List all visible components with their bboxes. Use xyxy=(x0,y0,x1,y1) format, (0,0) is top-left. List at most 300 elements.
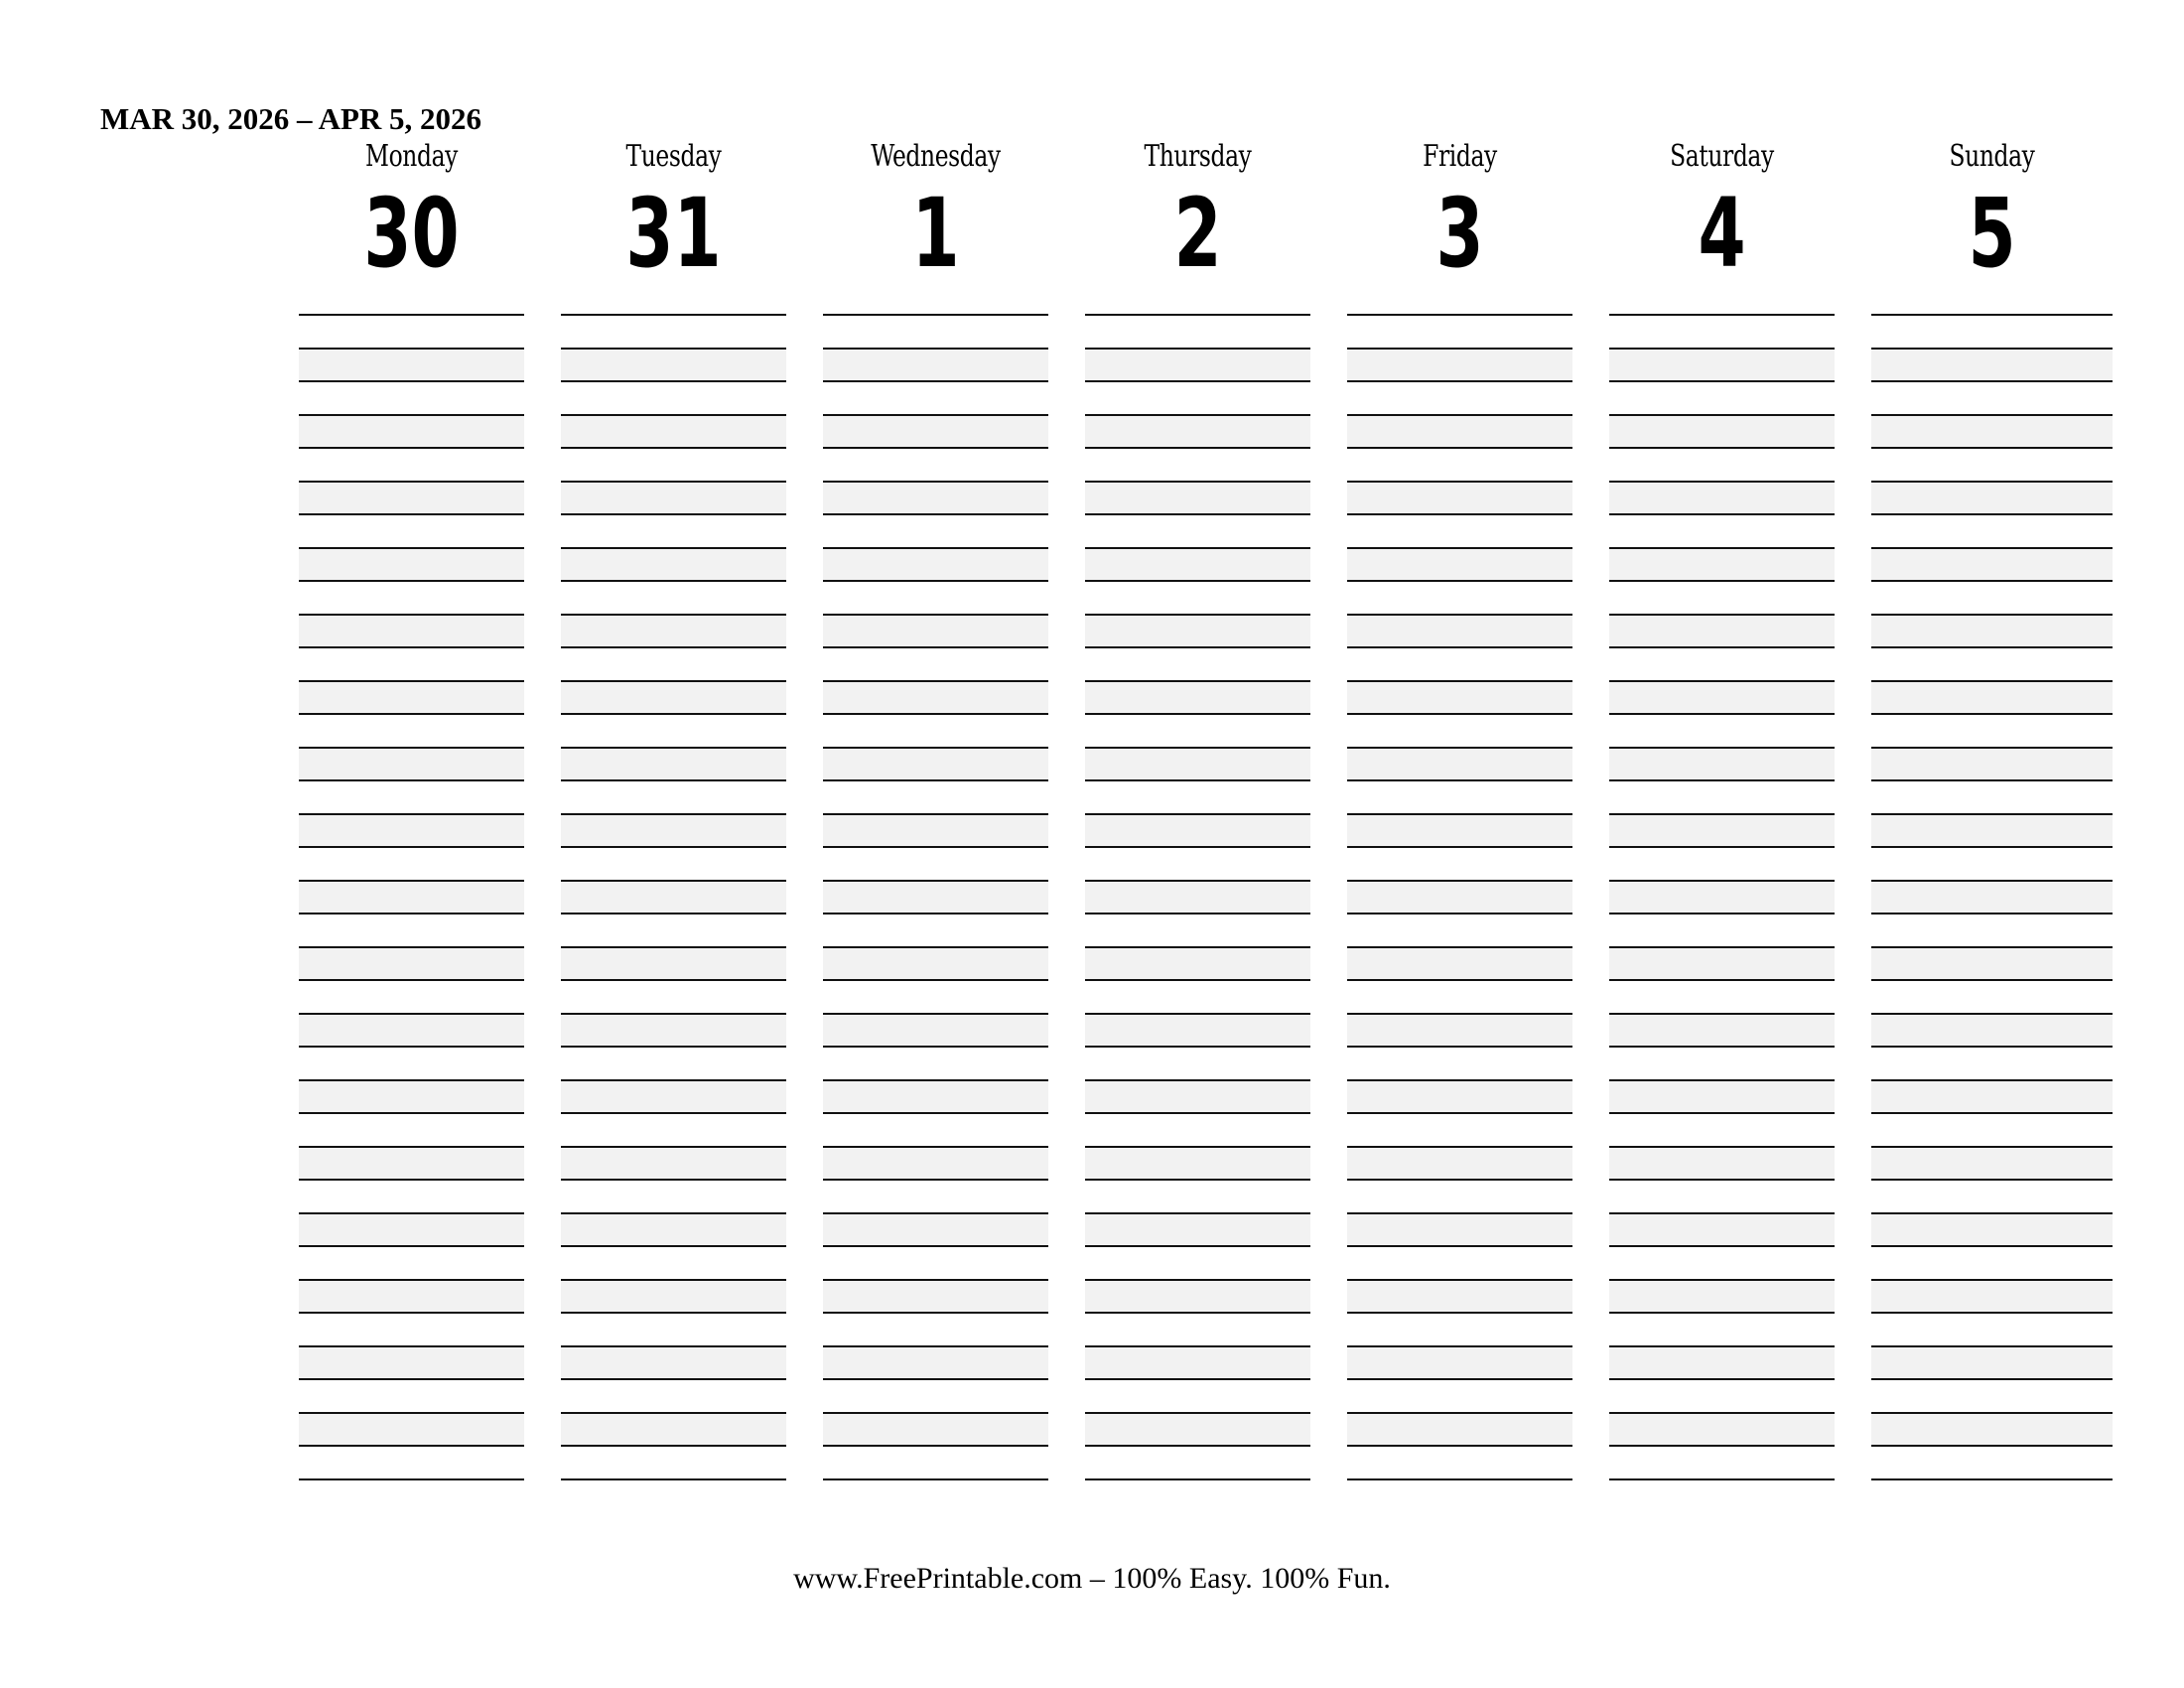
writing-line xyxy=(299,1312,524,1314)
writing-line xyxy=(561,513,786,515)
line-stripe xyxy=(299,881,524,914)
writing-line xyxy=(1347,1046,1572,1048)
writing-line xyxy=(1085,348,1310,350)
writing-line xyxy=(1871,979,2113,981)
writing-line xyxy=(823,747,1048,749)
day-name: Wednesday xyxy=(871,139,1001,174)
writing-line xyxy=(1609,1079,1835,1081)
writing-line xyxy=(1871,946,2113,948)
line-stripe xyxy=(1609,1346,1835,1380)
writing-lines[interactable] xyxy=(1609,315,1835,1479)
writing-line xyxy=(1609,1378,1835,1380)
writing-line xyxy=(1609,946,1835,948)
writing-line xyxy=(1347,913,1572,914)
writing-line xyxy=(823,1079,1048,1081)
line-stripe xyxy=(1347,1346,1572,1380)
line-stripe xyxy=(1609,681,1835,715)
writing-line xyxy=(561,1245,786,1247)
writing-line xyxy=(1347,1179,1572,1181)
line-stripe xyxy=(1871,1213,2113,1247)
writing-line xyxy=(823,1345,1048,1347)
writing-line xyxy=(1085,1112,1310,1114)
writing-line xyxy=(299,946,524,948)
writing-line xyxy=(1609,414,1835,416)
line-stripe xyxy=(561,1213,786,1247)
writing-line xyxy=(1347,1279,1572,1281)
writing-line xyxy=(1085,813,1310,815)
line-stripe xyxy=(299,482,524,515)
line-stripe xyxy=(1609,748,1835,781)
line-stripe xyxy=(561,548,786,582)
writing-line xyxy=(561,1146,786,1148)
line-stripe xyxy=(1871,1280,2113,1314)
line-stripe xyxy=(1871,1080,2113,1114)
writing-line xyxy=(823,1412,1048,1414)
day-name: Sunday xyxy=(1949,139,2035,174)
writing-line xyxy=(561,314,786,316)
writing-line xyxy=(299,380,524,382)
line-stripe xyxy=(1085,548,1310,582)
line-stripe xyxy=(1347,548,1572,582)
writing-line xyxy=(1085,646,1310,648)
line-stripe xyxy=(823,1080,1048,1114)
line-stripe xyxy=(1347,947,1572,981)
writing-line xyxy=(1609,913,1835,914)
line-stripe xyxy=(299,349,524,382)
writing-line xyxy=(1871,813,2113,815)
writing-line xyxy=(561,1179,786,1181)
writing-line xyxy=(561,1079,786,1081)
writing-line xyxy=(823,481,1048,483)
writing-line xyxy=(1347,1245,1572,1247)
writing-line xyxy=(1347,1112,1572,1114)
writing-line xyxy=(299,713,524,715)
writing-line xyxy=(1871,447,2113,449)
line-stripe xyxy=(1347,415,1572,449)
writing-lines[interactable] xyxy=(1085,315,1310,1479)
writing-line xyxy=(1609,314,1835,316)
writing-line xyxy=(1871,747,2113,749)
writing-line xyxy=(1085,1179,1310,1181)
line-stripe xyxy=(823,482,1048,515)
line-stripe xyxy=(1347,1080,1572,1114)
writing-line xyxy=(561,614,786,616)
writing-line xyxy=(561,1112,786,1114)
writing-line xyxy=(823,1212,1048,1214)
writing-line xyxy=(1871,481,2113,483)
writing-line xyxy=(299,1245,524,1247)
line-stripe xyxy=(1871,415,2113,449)
writing-line xyxy=(1871,1146,2113,1148)
writing-line xyxy=(1347,348,1572,350)
writing-line xyxy=(299,1212,524,1214)
writing-line xyxy=(1609,1212,1835,1214)
writing-line xyxy=(299,747,524,749)
writing-lines[interactable] xyxy=(299,315,524,1479)
writing-line xyxy=(1085,1013,1310,1015)
writing-line xyxy=(1871,880,2113,882)
writing-line xyxy=(1871,1412,2113,1414)
writing-line xyxy=(1347,414,1572,416)
writing-line xyxy=(1347,779,1572,781)
line-stripe xyxy=(1609,1014,1835,1048)
writing-line xyxy=(1871,414,2113,416)
line-stripe xyxy=(1347,349,1572,382)
writing-line xyxy=(823,1046,1048,1048)
writing-line xyxy=(1347,646,1572,648)
writing-line xyxy=(1347,813,1572,815)
writing-line xyxy=(823,447,1048,449)
writing-line xyxy=(1347,1345,1572,1347)
line-stripe xyxy=(561,947,786,981)
writing-line xyxy=(1871,1013,2113,1015)
writing-line xyxy=(1609,779,1835,781)
writing-line xyxy=(561,1013,786,1015)
line-stripe xyxy=(1085,1280,1310,1314)
writing-line xyxy=(1871,646,2113,648)
day-number: 31 xyxy=(625,178,722,289)
line-stripe xyxy=(1085,947,1310,981)
writing-line xyxy=(299,1112,524,1114)
writing-line xyxy=(1609,1179,1835,1181)
footer-tagline: www.FreePrintable.com – 100% Easy. 100% Fun. xyxy=(793,1562,1391,1595)
day-name: Friday xyxy=(1423,139,1497,174)
line-stripe xyxy=(299,1014,524,1048)
writing-line xyxy=(299,414,524,416)
writing-line xyxy=(561,779,786,781)
writing-line xyxy=(561,913,786,914)
writing-line xyxy=(1609,614,1835,616)
line-stripe xyxy=(823,349,1048,382)
writing-line xyxy=(299,1279,524,1281)
line-stripe xyxy=(823,1346,1048,1380)
writing-line xyxy=(1871,913,2113,914)
writing-line xyxy=(561,1345,786,1347)
writing-line xyxy=(823,348,1048,350)
writing-line xyxy=(1609,1412,1835,1414)
writing-line xyxy=(1609,880,1835,882)
line-stripe xyxy=(1347,1213,1572,1247)
writing-line xyxy=(561,1212,786,1214)
writing-line xyxy=(299,614,524,616)
writing-line xyxy=(1347,314,1572,316)
writing-line xyxy=(823,646,1048,648)
line-stripe xyxy=(1085,482,1310,515)
writing-line xyxy=(1347,1478,1572,1480)
writing-line xyxy=(1609,1046,1835,1048)
writing-line xyxy=(1085,1345,1310,1347)
writing-line xyxy=(561,380,786,382)
day-column-monday xyxy=(299,0,524,1509)
writing-line xyxy=(823,314,1048,316)
writing-line xyxy=(561,1478,786,1480)
writing-line xyxy=(823,380,1048,382)
writing-line xyxy=(299,348,524,350)
writing-line xyxy=(823,813,1048,815)
writing-line xyxy=(823,1279,1048,1281)
writing-line xyxy=(1347,1445,1572,1447)
line-stripe xyxy=(1871,881,2113,914)
writing-line xyxy=(1871,580,2113,582)
writing-line xyxy=(1085,880,1310,882)
writing-line xyxy=(561,979,786,981)
line-stripe xyxy=(1085,349,1310,382)
writing-line xyxy=(1085,1279,1310,1281)
line-stripe xyxy=(299,1080,524,1114)
writing-line xyxy=(299,1046,524,1048)
line-stripe xyxy=(1871,947,2113,981)
writing-line xyxy=(823,1378,1048,1380)
writing-line xyxy=(1871,348,2113,350)
writing-line xyxy=(1085,614,1310,616)
writing-line xyxy=(1871,1112,2113,1114)
writing-line xyxy=(823,1179,1048,1181)
day-column-friday xyxy=(1347,0,1572,1509)
writing-lines[interactable] xyxy=(1347,315,1572,1479)
writing-line xyxy=(823,680,1048,682)
line-stripe xyxy=(299,1280,524,1314)
writing-line xyxy=(299,1146,524,1148)
day-name: Saturday xyxy=(1670,139,1774,174)
line-stripe xyxy=(823,548,1048,582)
line-stripe xyxy=(823,615,1048,648)
writing-line xyxy=(823,547,1048,549)
line-stripe xyxy=(823,681,1048,715)
day-number: 30 xyxy=(363,178,460,289)
line-stripe xyxy=(1871,814,2113,848)
writing-line xyxy=(299,513,524,515)
line-stripe xyxy=(1085,415,1310,449)
writing-line xyxy=(1871,380,2113,382)
line-stripe xyxy=(1871,615,2113,648)
writing-line xyxy=(299,1179,524,1181)
writing-lines[interactable] xyxy=(823,315,1048,1479)
writing-line xyxy=(299,846,524,848)
line-stripe xyxy=(1085,1346,1310,1380)
line-stripe xyxy=(1609,615,1835,648)
writing-line xyxy=(1871,614,2113,616)
writing-line xyxy=(561,1046,786,1048)
line-stripe xyxy=(1085,1080,1310,1114)
writing-line xyxy=(823,414,1048,416)
line-stripe xyxy=(1609,947,1835,981)
writing-line xyxy=(823,1112,1048,1114)
writing-line xyxy=(299,1013,524,1015)
writing-line xyxy=(561,646,786,648)
writing-line xyxy=(1347,1312,1572,1314)
line-stripe xyxy=(823,1413,1048,1447)
writing-line xyxy=(561,481,786,483)
writing-line xyxy=(561,1445,786,1447)
writing-line xyxy=(1085,1079,1310,1081)
writing-line xyxy=(1085,314,1310,316)
writing-line xyxy=(1347,547,1572,549)
writing-line xyxy=(1871,846,2113,848)
writing-line xyxy=(823,1312,1048,1314)
line-stripe xyxy=(561,1280,786,1314)
writing-line xyxy=(1347,380,1572,382)
writing-line xyxy=(1609,813,1835,815)
line-stripe xyxy=(1609,881,1835,914)
writing-line xyxy=(1609,348,1835,350)
writing-line xyxy=(823,614,1048,616)
line-stripe xyxy=(1085,748,1310,781)
line-stripe xyxy=(1347,1413,1572,1447)
writing-line xyxy=(1085,380,1310,382)
line-stripe xyxy=(1609,1280,1835,1314)
writing-line xyxy=(1085,1245,1310,1247)
line-stripe xyxy=(299,615,524,648)
writing-line xyxy=(1085,946,1310,948)
line-stripe xyxy=(1609,349,1835,382)
day-column-wednesday xyxy=(823,0,1048,1509)
writing-line xyxy=(561,846,786,848)
writing-line xyxy=(561,880,786,882)
writing-line xyxy=(1347,447,1572,449)
writing-line xyxy=(1085,1212,1310,1214)
writing-line xyxy=(561,447,786,449)
writing-line xyxy=(1085,1445,1310,1447)
line-stripe xyxy=(1347,1147,1572,1181)
writing-line xyxy=(1609,580,1835,582)
line-stripe xyxy=(1085,1213,1310,1247)
writing-line xyxy=(1347,1412,1572,1414)
writing-line xyxy=(561,547,786,549)
writing-lines[interactable] xyxy=(561,315,786,1479)
writing-line xyxy=(299,646,524,648)
writing-line xyxy=(1609,1279,1835,1281)
line-stripe xyxy=(1609,415,1835,449)
line-stripe xyxy=(823,881,1048,914)
writing-line xyxy=(1347,979,1572,981)
line-stripe xyxy=(561,415,786,449)
writing-line xyxy=(1609,1013,1835,1015)
writing-line xyxy=(1871,1046,2113,1048)
writing-line xyxy=(299,813,524,815)
writing-line xyxy=(1347,880,1572,882)
writing-line xyxy=(299,547,524,549)
writing-line xyxy=(299,680,524,682)
writing-line xyxy=(1871,547,2113,549)
writing-line xyxy=(1085,747,1310,749)
line-stripe xyxy=(1609,1213,1835,1247)
writing-line xyxy=(1347,481,1572,483)
writing-line xyxy=(561,580,786,582)
writing-line xyxy=(561,813,786,815)
line-stripe xyxy=(1609,1147,1835,1181)
writing-line xyxy=(1609,979,1835,981)
line-stripe xyxy=(823,415,1048,449)
writing-line xyxy=(1347,846,1572,848)
writing-line xyxy=(299,779,524,781)
writing-line xyxy=(1609,1312,1835,1314)
writing-line xyxy=(1347,946,1572,948)
day-number: 1 xyxy=(911,178,960,289)
writing-line xyxy=(1085,779,1310,781)
writing-line xyxy=(1085,513,1310,515)
writing-line xyxy=(1085,447,1310,449)
line-stripe xyxy=(561,748,786,781)
writing-line xyxy=(1609,380,1835,382)
writing-line xyxy=(823,779,1048,781)
writing-line xyxy=(1871,1179,2113,1181)
writing-line xyxy=(1871,713,2113,715)
line-stripe xyxy=(561,1413,786,1447)
writing-line xyxy=(1609,1345,1835,1347)
writing-line xyxy=(1085,713,1310,715)
writing-line xyxy=(1347,580,1572,582)
line-stripe xyxy=(1085,814,1310,848)
line-stripe xyxy=(561,1346,786,1380)
day-name: Tuesday xyxy=(625,139,722,174)
line-stripe xyxy=(823,748,1048,781)
writing-line xyxy=(1871,1345,2113,1347)
line-stripe xyxy=(561,1147,786,1181)
writing-line xyxy=(299,580,524,582)
day-column-tuesday xyxy=(561,0,786,1509)
writing-lines[interactable] xyxy=(1871,315,2113,1479)
writing-line xyxy=(1347,713,1572,715)
writing-line xyxy=(561,713,786,715)
writing-line xyxy=(823,1013,1048,1015)
line-stripe xyxy=(1347,1014,1572,1048)
writing-line xyxy=(1609,680,1835,682)
writing-line xyxy=(1085,1378,1310,1380)
line-stripe xyxy=(823,947,1048,981)
writing-line xyxy=(1347,1079,1572,1081)
writing-line xyxy=(299,1378,524,1380)
line-stripe xyxy=(561,1014,786,1048)
writing-line xyxy=(1871,1079,2113,1081)
writing-line xyxy=(1085,680,1310,682)
writing-line xyxy=(823,946,1048,948)
writing-line xyxy=(1871,1445,2113,1447)
line-stripe xyxy=(1871,1014,2113,1048)
writing-line xyxy=(1609,481,1835,483)
date-range-title: MAR 30, 2026 – APR 5, 2026 xyxy=(100,101,482,136)
line-stripe xyxy=(1347,814,1572,848)
writing-line xyxy=(1871,1478,2113,1480)
writing-line xyxy=(1085,979,1310,981)
writing-line xyxy=(1085,1046,1310,1048)
writing-line xyxy=(1347,1013,1572,1015)
writing-line xyxy=(823,1445,1048,1447)
writing-line xyxy=(823,513,1048,515)
line-stripe xyxy=(1871,548,2113,582)
writing-line xyxy=(823,1245,1048,1247)
writing-line xyxy=(299,1079,524,1081)
writing-line xyxy=(823,1146,1048,1148)
writing-line xyxy=(561,1312,786,1314)
line-stripe xyxy=(299,814,524,848)
line-stripe xyxy=(561,681,786,715)
writing-line xyxy=(823,913,1048,914)
writing-line xyxy=(1609,846,1835,848)
day-number: 5 xyxy=(1968,178,2016,289)
writing-line xyxy=(299,314,524,316)
day-column-sunday xyxy=(1871,0,2113,1509)
line-stripe xyxy=(299,548,524,582)
writing-line xyxy=(299,1345,524,1347)
writing-line xyxy=(1871,1312,2113,1314)
day-name: Monday xyxy=(365,139,458,174)
line-stripe xyxy=(561,349,786,382)
line-stripe xyxy=(299,1213,524,1247)
writing-line xyxy=(1085,1412,1310,1414)
writing-line xyxy=(299,880,524,882)
writing-line xyxy=(1609,447,1835,449)
writing-line xyxy=(1347,513,1572,515)
